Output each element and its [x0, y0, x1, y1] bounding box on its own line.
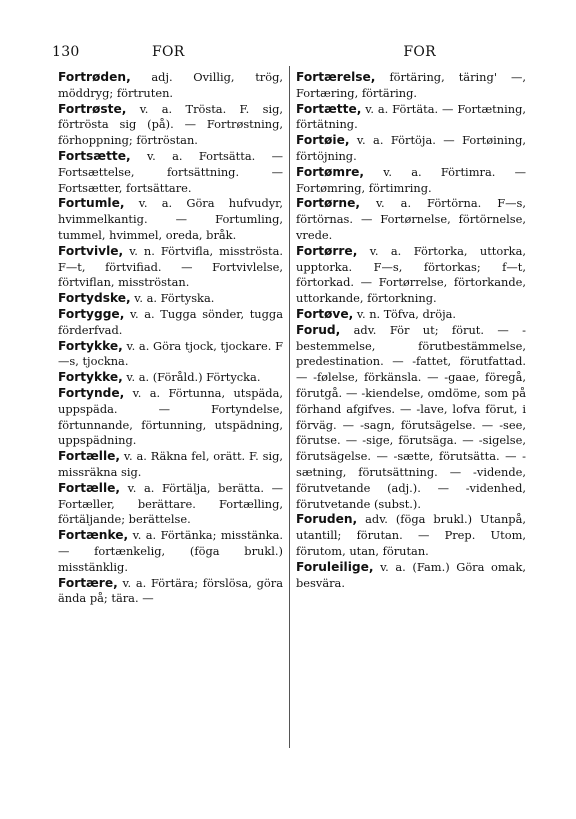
entry-definition: v. a. Förtära; förslösa, göra ända på; tära. —: [58, 575, 283, 606]
dictionary-entry: [58, 528, 283, 575]
entry-definition: förtäring, täring' —, Fortæring, förtäring.: [296, 70, 526, 100]
dictionary-entry: [296, 323, 526, 513]
right-running-word: FOR: [403, 44, 436, 60]
left-running-word: FOR: [152, 44, 185, 60]
entry-headword: Foruden,: [296, 512, 358, 527]
dictionary-entry: [296, 133, 526, 165]
entry-headword: Fortrøden,: [58, 70, 131, 84]
entry-headword: Fortørne,: [296, 196, 360, 211]
entry-definition: adv. (föga brukl.) Utanpå, utantill; förutan. — Prep. Utom, förutom, utan, förutan.: [296, 512, 526, 558]
entry-headword: Fortsætte,: [58, 148, 131, 163]
entry-definition: v. a. Förtäta. — Fortætning, förtätning.: [296, 101, 526, 132]
entry-headword: Fortykke,: [58, 338, 123, 353]
entry-headword: Fortærelse,: [296, 70, 376, 84]
dictionary-entry: [58, 149, 283, 196]
entry-definition: v. a. Göra tjock, tjockare. F—s, tjockna.: [58, 338, 283, 369]
entry-definition: v. a. Fortsätta. — Fortsættelse, fortsättning. — Fortsætter, fortsättare.: [58, 148, 283, 195]
entry-headword: Fortælle,: [58, 449, 121, 464]
entry-headword: Fortænke,: [58, 528, 129, 543]
entry-definition: v. a. Tugga sönder, tugga förderfvad.: [58, 306, 283, 337]
entry-definition: adv. För ut; förut. — -bestemmelse, förutbestämmelse, predestination. — -fattet, förutfattad. — -følelse, förkänsla. — -gaae, föregå, förutgå. — -kiendelse, omdöme, som på förhand afgifves. — -lave, lofva förut, i förväg. — -sagn, förutsägelse. — -see, förutse. — -sige, förutsäga. — -sigelse, förutsägelse. — -sætte, förutsätta. — -sætning, förutsättning. — -vidende, förutvetande (adj.). — -videnhed, förutvetande (subst.).: [296, 322, 526, 511]
entry-headword: Fortrøste,: [58, 101, 127, 116]
running-header: [52, 44, 524, 66]
entry-definition: v. a. Förtälja, berätta. — Fortæller, berättare. Fortælling, förtäljande; berättelse.: [58, 480, 283, 527]
dictionary-entry: [58, 386, 283, 449]
entry-headword: Fortøve,: [296, 306, 354, 321]
entry-definition: v. n. Töfva, dröja.: [353, 306, 457, 321]
entry-headword: Fortære,: [58, 575, 118, 590]
dictionary-entry: [58, 244, 283, 291]
entry-headword: Fortynde,: [58, 385, 125, 400]
entry-definition: v. a. Räkna fel, orätt. F. sig, missräkna sig.: [58, 449, 283, 479]
entry-definition: v. a. Förtörna. F—s, förtörnas. — Fortørnelse, förtörnelse, vrede.: [296, 196, 526, 242]
entry-definition: v. a. Förtyska.: [130, 291, 215, 306]
entry-definition: v. a. Göra hufvudyr, hvimmelkantig. — Fortumling, tummel, hvimmel, oreda, bråk.: [58, 196, 283, 242]
entry-headword: Fortømre,: [296, 164, 365, 179]
entry-definition: adj. Ovillig, trög, möddryg; förtruten.: [58, 70, 283, 100]
left-column: [58, 70, 283, 607]
dictionary-entry: [296, 165, 526, 197]
dictionary-entry: [58, 370, 283, 386]
entry-definition: v. a. (Föråld.) Förtycka.: [122, 370, 261, 385]
right-column: [296, 70, 526, 591]
page-number: 130: [52, 44, 80, 60]
dictionary-entry: [58, 196, 283, 243]
entry-headword: Fortørre,: [296, 243, 358, 258]
entry-definition: v. a. Förtimra. — Fortømring, förtimring.: [296, 164, 526, 195]
dictionary-entry: [58, 576, 283, 608]
entry-headword: Fortvivle,: [58, 243, 124, 258]
entry-definition: v. n. Förtvifla, misströsta. F—t, förtvifiad. — Fortvivlelse, förtviflan, misströstan.: [58, 243, 283, 290]
dictionary-entry: [296, 70, 526, 102]
entry-headword: Fortumle,: [58, 196, 125, 211]
entry-headword: Fortykke,: [58, 370, 123, 385]
dictionary-entry: [58, 481, 283, 528]
dictionary-entry: [296, 307, 526, 323]
entry-headword: Fortælle,: [58, 480, 121, 495]
column-divider: [289, 66, 290, 748]
entry-definition: v. a. (Fam.) Göra omak, besvära.: [296, 559, 526, 590]
dictionary-entry: [296, 102, 526, 134]
dictionary-entry: [58, 70, 283, 102]
dictionary-entry: [296, 560, 526, 592]
dictionary-entry: [296, 244, 526, 307]
entry-definition: v. a. Förtänka; misstänka. — fortænkelig, (föga brukl.) misstänklig.: [58, 528, 283, 574]
dictionary-entry: [58, 307, 283, 339]
entry-definition: v. a. Förtöja. — Fortøining, förtöjning.: [296, 133, 526, 163]
dictionary-entry: [296, 512, 526, 559]
entry-headword: Fortøie,: [296, 133, 350, 148]
entry-definition: v. a. Förtunna, utspäda, uppspäda. — Fortyndelse, förtunnande, förtunning, utspädning, uppspädning.: [58, 385, 283, 448]
dictionary-entry: [58, 291, 283, 307]
entry-headword: Foruleilige,: [296, 559, 374, 574]
dictionary-entry: [58, 339, 283, 371]
dictionary-entry: [58, 449, 283, 481]
entry-headword: Fortydske,: [58, 291, 131, 306]
dictionary-entry: [58, 102, 283, 149]
entry-definition: v. a. Trösta. F. sig, förtrösta sig (på). — Fortrøstning, förhoppning; förtröstan.: [58, 101, 283, 148]
dictionary-entry: [296, 196, 526, 243]
entry-headword: Forud,: [296, 322, 341, 337]
entry-headword: Fortygge,: [58, 306, 125, 321]
entry-headword: Fortætte,: [296, 101, 362, 116]
entry-definition: v. a. Förtorka, uttorka, upptorka. F—s, förtorkas; f—t, förtorkad. — Fortørrelse, förtorkande, uttorkande, förtorkning.: [296, 243, 526, 306]
